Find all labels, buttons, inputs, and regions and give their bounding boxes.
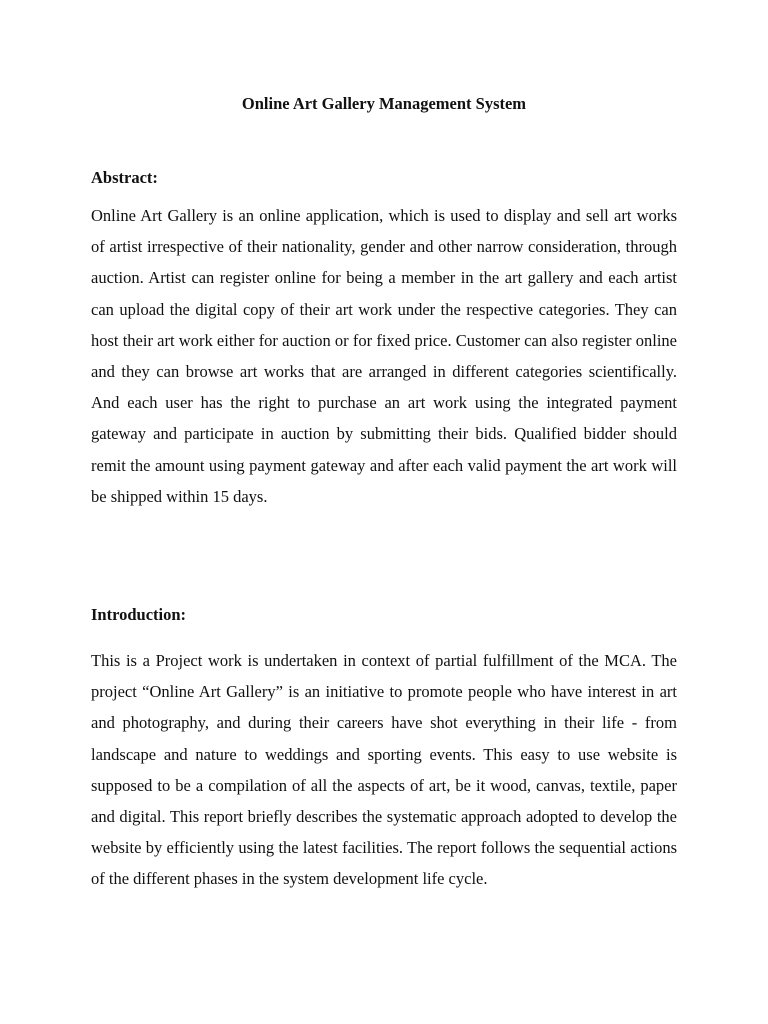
document-title: Online Art Gallery Management System: [241, 94, 527, 113]
abstract-paragraph: Online Art Gallery is an online application, which is used to display and sell art works of artist irrespective of their nationality, gender and other narrow consideration, through auction. Artist can register online for being a member in the art gallery and each artist can upload the digital copy of their art work under the respective categories. They can host their art work either for auction or for fixed price. Customer can also register online and they can browse art works that are arranged in different categories scientifically. And each user has the right to purchase an art work using the integrated payment gateway and participate in auction by submitting their bids. Qualified bidder should remit the amount using payment gateway and after each valid payment the art work will be shipped within 15 days.: [91, 206, 677, 506]
introduction-paragraph: This is a Project work is undertaken in context of partial fulfillment of the MCA. The project “Online Art Gallery” is an initiative to promote people who have interest in art and photography, and during their careers have shot everything in their life - from landscape and nature to weddings and sporting events. This easy to use website is supposed to be a compilation of all the aspects of art, be it wood, canvas, textile, paper and digital. This report briefly describes the systematic approach adopted to develop the website by efficiently using the latest facilities. The report follows the sequential actions of the different phases in the system development life cycle.: [91, 651, 677, 889]
abstract-heading: Abstract:: [91, 168, 158, 187]
introduction-heading: Introduction:: [91, 605, 187, 624]
